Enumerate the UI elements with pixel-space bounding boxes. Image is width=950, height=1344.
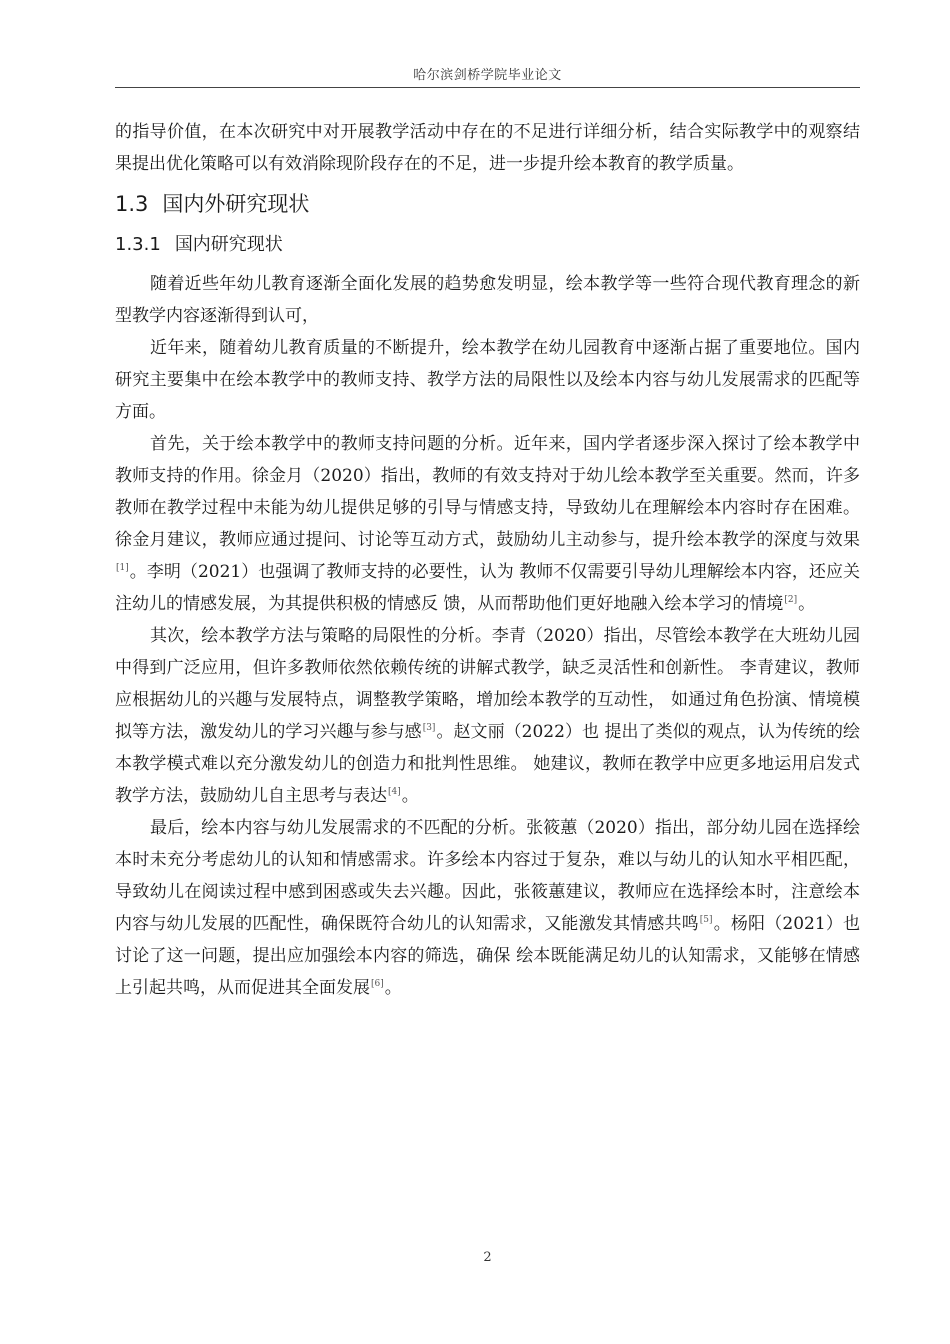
subsection-heading [115, 230, 860, 260]
section-heading [115, 188, 860, 220]
paragraph: 近年来，随着幼儿教育质量的不断提升，绘本教学在幼儿园教育中逐渐占据了重要地位。国内研究主要集中在绘本教学中的教师支持、教学方法的局限性以及绘本内容与幼儿发展需求的匹配等方面。 [115, 338, 860, 422]
paragraph-text: 其次，绘本教学方法与策略的局限性的分析。李青（2020）指出，尽管绘本教学在大班幼儿园中得到广泛应用，但许多教师依然依赖传统的讲解式教学，缺乏灵活性和创新性。 李青建议，教师应根据幼儿的兴趣与发展特点，调整教学策略，增加绘本教学的互动性， 如通过角色扮演、情境模拟等方法，激发幼儿的学习兴趣与参与感 [115, 626, 860, 742]
running-header: 哈尔滨剑桥学院毕业论文 [413, 68, 562, 83]
citation-ref: [6] [371, 979, 384, 989]
paragraph: 随着近些年幼儿教育逐渐全面化发展的趋势愈发明显，绘本教学等一些符合现代教育理念的新型教学内容逐渐得到认可， [115, 274, 860, 326]
citation-ref: [3] [422, 723, 436, 733]
paragraph-text: 。 [401, 786, 419, 806]
citation-ref: [2] [784, 595, 798, 605]
paragraph-text: 。李明（2021）也强调了教师支持的必要性，认为 教师不仅需要引导幼儿理解绘本内容，还应关注幼儿的情感发展，为其提供积极的情感反 馈，从而帮助他们更好地融入绘本学习的情境 [115, 562, 860, 614]
header-divider [115, 87, 860, 88]
citation-ref: [5] [699, 915, 713, 925]
page-body [115, 116, 860, 1004]
paragraph-continued: 的指导价值，在本次研究中对开展教学活动中存在的不足进行详细分析，结合实际教学中的观察结果提出优化策略可以有效消除现阶段存在的不足，进一步提升绘本教育的教学质量。 [115, 122, 860, 174]
paragraph [115, 428, 860, 620]
paragraph-text: 首先，关于绘本教学中的教师支持问题的分析。近年来，国内学者逐步深入探讨了绘本教学中教师支持的作用。徐金月（2020）指出，教师的有效支持对于幼儿绘本教学至关重要。然而，许多教师在教学过程中未能为幼儿提供足够的引导与情感支持，导致幼儿在理解绘本内容时存在困难。徐金月建议，教师应通过提问、讨论等互动方式，鼓励幼儿主动参与，提升绘本教学的深度与效果 [115, 434, 860, 550]
citation-ref: [4] [388, 787, 401, 797]
page-number: 2 [483, 1250, 492, 1265]
citation-ref: [1] [116, 563, 129, 573]
paragraph-text: 。杨阳（2021）也讨论了这一问题，提出应加强绘本内容的筛选，确保 绘本既能满足幼儿的认知需求，又能够在情感上引起共鸣，从而促进其全面发展 [115, 914, 861, 998]
paragraph-text: 最后，绘本内容与幼儿发展需求的不匹配的分析。张筱蕙（2020）指出，部分幼儿园在选择绘本时未充分考虑幼儿的认知和情感需求。许多绘本内容过于复杂，难以与幼儿的认知水平相匹配，导致幼儿在阅读过程中感到困惑或失去兴趣。因此，张筱蕙建议，教师应在选择绘本时，注意绘本内容与幼儿发展的匹配性，确保既符合幼儿的认知需求，又能激发其情感共鸣 [115, 818, 860, 934]
paragraph-text: 。 [798, 594, 816, 614]
paragraph-text: 。赵文丽（2022）也 提出了类似的观点，认为传统的绘本教学模式难以充分激发幼儿的创造力和批判性思维。 她建议，教师在教学中应更多地运用启发式教学方法，鼓励幼儿自主思考与表达 [115, 722, 861, 806]
subsection-title: 国内研究现状 [174, 234, 283, 255]
paragraph-text: 。 [384, 978, 402, 998]
section-number: 1.3 [115, 192, 149, 216]
paragraph [115, 812, 860, 1004]
section-title: 国内外研究现状 [162, 192, 310, 216]
subsection-number: 1.3.1 [115, 234, 161, 255]
paragraph [115, 620, 860, 812]
